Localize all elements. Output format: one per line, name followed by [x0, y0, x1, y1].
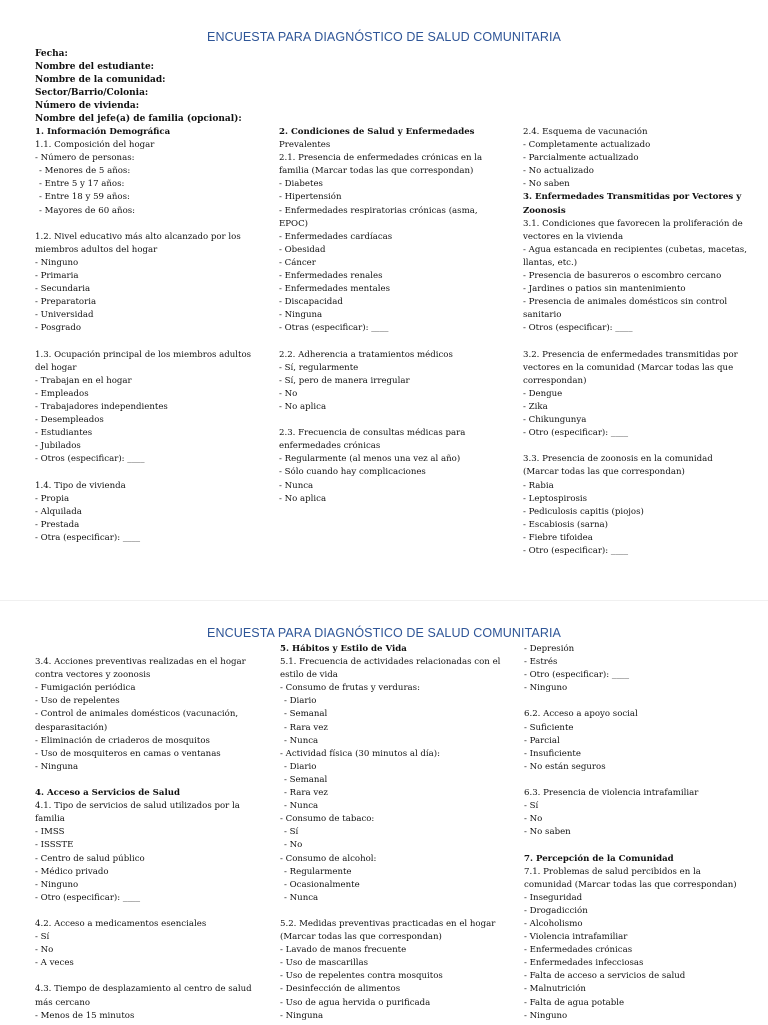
text-line: - Agua estancada en recipientes (cubetas, macetas, — [523, 244, 747, 255]
text-line: - Insuficiente — [524, 748, 581, 759]
text-line: - Nunca — [284, 892, 319, 903]
text-line: - Ocasionalmente — [284, 879, 360, 890]
text-line: (Marcar todas las que correspondan) — [523, 467, 685, 478]
text-line: - Ninguna — [280, 1010, 324, 1021]
text-line: 5.2. Medidas preventivas practicadas en el hogar — [280, 918, 496, 929]
text-line: comunidad (Marcar todas las que correspondan) — [524, 879, 737, 890]
text-line: - No actualizado — [523, 166, 594, 177]
text-line: - No están seguros — [524, 761, 606, 772]
text-line: - Obesidad — [279, 244, 326, 255]
text-line: - Leptospirosis — [523, 493, 588, 504]
text-line: - Zika — [523, 401, 548, 412]
spacer — [524, 774, 764, 787]
text-line: - No — [35, 945, 54, 956]
text-line: - Estrés — [524, 657, 558, 668]
text-line: - Rabia — [523, 480, 554, 491]
text-line: - Secundaria — [35, 284, 91, 295]
text-line: - Rara vez — [284, 788, 328, 799]
text-line: - IMSS — [35, 827, 65, 838]
text-line: - Preparatoria — [35, 297, 97, 308]
text-line: 3.2. Presencia de enfermedades transmitidas por — [523, 349, 738, 360]
section-heading: 1. Información Demográfica — [35, 127, 171, 137]
text-line: - Ninguno — [524, 1010, 568, 1021]
text-line: - Ninguno — [35, 879, 79, 890]
text-line: - Inseguridad — [524, 892, 583, 903]
text-line: - Prestada — [35, 519, 80, 530]
text-line: - Dengue — [523, 388, 563, 399]
text-line: miembros adultos del hogar — [35, 244, 158, 255]
text-line: - Malnutrición — [524, 984, 586, 995]
text-line: - Otro (especificar): ____ — [524, 670, 630, 681]
text-line: - No — [524, 814, 543, 825]
text-line: - Posgrado — [35, 323, 82, 334]
text-line: 4.2. Acceso a medicamentos esenciales — [35, 918, 207, 929]
text-line: 3.3. Presencia de zoonosis en la comunidad — [523, 454, 713, 465]
field-sector: Sector/Barrio/Colonia: — [35, 87, 149, 98]
text-line: 1.3. Ocupación principal de los miembros adultos — [35, 349, 252, 360]
text-line: del hogar — [35, 362, 77, 373]
text-line: - Consumo de alcohol: — [280, 853, 377, 864]
text-line: - Ninguno — [524, 683, 568, 694]
text-line: - Alcoholismo — [524, 918, 583, 929]
text-line: - Enfermedades cardíacas — [279, 231, 393, 242]
text-line: - Menores de 5 años: — [39, 166, 131, 177]
text-line: - Estudiantes — [35, 428, 93, 439]
text-line: - Uso de agua hervida o purificada — [280, 997, 431, 1008]
text-line: 2.1. Presencia de enfermedades crónicas en la — [279, 153, 483, 164]
text-line: 6.2. Acceso a apoyo social — [524, 709, 638, 720]
text-line: - Menos de 15 minutos — [35, 1010, 135, 1021]
text-line: 2.4. Esquema de vacunación — [523, 127, 648, 137]
text-line: - Fiebre tifoidea — [523, 532, 593, 543]
text-line: - Enfermedades mentales — [279, 284, 390, 295]
text-line: familia — [35, 814, 65, 825]
text-line: 6.3. Presencia de violencia intrafamiliar — [524, 788, 699, 799]
spacer — [35, 774, 265, 787]
text-line: - Sí, pero de manera irregular — [279, 375, 410, 386]
text-line: - Regularmente (al menos una vez al año) — [279, 454, 461, 465]
field-date: Fecha: — [35, 49, 68, 59]
section-heading: 2. Condiciones de Salud y Enfermedades — [279, 127, 475, 137]
text-line: (Marcar todas las que correspondan) — [280, 932, 442, 943]
spacer — [280, 905, 510, 918]
text-line: 4.1. Tipo de servicios de salud utilizados por la — [35, 801, 240, 812]
text-line: familia (Marcar todas las que correspondan) — [279, 166, 474, 177]
text-line: - Eliminación de criaderos de mosquitos — [35, 735, 210, 746]
column-middle — [280, 643, 510, 1023]
spacer — [279, 336, 509, 349]
text-line: 2.3. Frecuencia de consultas médicas para — [279, 428, 466, 439]
text-line: - Enfermedades crónicas — [524, 945, 633, 956]
text-line: - Universidad — [35, 310, 94, 321]
text-line: - Entre 5 y 17 años: — [39, 179, 125, 190]
text-line: - Enfermedades infecciosas — [524, 958, 644, 969]
text-line: - Depresión — [524, 644, 575, 654]
text-line: - Otros (especificar): ____ — [523, 323, 633, 334]
text-line: - Trabajadores independientes — [35, 401, 168, 412]
text-line: 1.2. Nivel educativo más alto alcanzado por los — [35, 231, 241, 242]
text-line: - Centro de salud público — [35, 853, 145, 864]
field-head-of-family: Nombre del jefe(a) de familia (opcional): — [35, 113, 242, 124]
spacer — [524, 839, 764, 852]
text-line: - Otros (especificar): ____ — [35, 454, 145, 465]
text-line: - Sí — [284, 827, 299, 838]
text-line: - Sí — [35, 932, 50, 943]
text-line: - Trabajan en el hogar — [35, 375, 132, 386]
spacer — [35, 643, 265, 656]
text-line: llantas, etc.) — [523, 257, 578, 268]
text-line: vectores en la vivienda — [523, 231, 624, 242]
text-line: - Lavado de manos frecuente — [280, 945, 407, 956]
header-fields — [35, 48, 242, 125]
text-line: - No aplica — [279, 401, 327, 412]
text-line: - No aplica — [279, 493, 327, 504]
text-line: estilo de vida — [280, 670, 338, 681]
text-line: - Fumigación periódica — [35, 683, 136, 694]
text-line: - Regularmente — [284, 866, 352, 877]
spacer — [35, 905, 265, 918]
text-line: - Consumo de tabaco: — [280, 814, 375, 825]
text-line: - Discapacidad — [279, 297, 343, 308]
spacer — [35, 466, 265, 479]
text-line: - Sí — [524, 801, 539, 812]
text-line: - Propia — [35, 493, 70, 504]
text-line: 2.2. Adherencia a tratamientos médicos — [279, 349, 453, 360]
text-line: - Falta de agua potable — [524, 997, 625, 1008]
spacer — [524, 695, 764, 708]
text-line: - Alquilada — [35, 506, 82, 517]
text-line: - Desempleados — [35, 415, 104, 426]
column-right — [523, 126, 763, 558]
text-line: - Presencia de basureros o escombro cercano — [523, 271, 722, 282]
text-line: Prevalentes — [279, 140, 331, 151]
text-line: - Otras (especificar): ____ — [279, 323, 389, 334]
text-line: - Número de personas: — [35, 153, 135, 164]
spacer — [523, 440, 763, 453]
spacer — [35, 970, 265, 983]
text-line: - A veces — [35, 958, 74, 969]
section-heading: 5. Hábitos y Estilo de Vida — [280, 644, 407, 654]
text-line: - Enfermedades respiratorias crónicas (asma, — [279, 205, 478, 216]
text-line: - Otro (especificar): ____ — [523, 428, 629, 439]
text-line: - Presencia de animales domésticos sin control — [523, 297, 728, 308]
text-line: - Chikungunya — [523, 415, 587, 426]
text-line: - Nunca — [284, 735, 319, 746]
column-middle — [279, 126, 509, 506]
text-line: 3.1. Condiciones que favorecen la proliferación de — [523, 218, 743, 229]
text-line: - Semanal — [284, 709, 328, 720]
text-line: - No saben — [524, 827, 571, 838]
text-line: - Otro (especificar): ____ — [523, 546, 629, 556]
text-line: - Nunca — [284, 801, 319, 812]
text-line: - Sí, regularmente — [279, 362, 359, 373]
document-page-2 — [0, 600, 768, 1025]
text-line: - Médico privado — [35, 866, 109, 877]
text-line: enfermedades crónicas — [279, 441, 381, 452]
page-title: ENCUESTA PARA DIAGNÓSTICO DE SALUD COMUNITARIA — [207, 30, 561, 44]
text-line: - Empleados — [35, 388, 89, 399]
text-line: - Diabetes — [279, 179, 323, 190]
text-line: - Jardines o patios sin mantenimiento — [523, 284, 686, 295]
text-line: desparasitación) — [35, 722, 108, 733]
text-line: - Ninguno — [35, 257, 79, 268]
text-line: - Cáncer — [279, 257, 316, 268]
text-line: contra vectores y zoonosis — [35, 670, 151, 681]
text-line: - Uso de mascarillas — [280, 958, 369, 969]
text-line: - Actividad física (30 minutos al día): — [280, 748, 441, 759]
text-line: - Desinfección de alimentos — [280, 984, 401, 995]
text-line: - Ninguna — [279, 310, 323, 321]
section-heading: Zoonosis — [523, 205, 566, 216]
spacer — [35, 218, 265, 231]
text-line: - Pediculosis capitis (piojos) — [523, 506, 644, 517]
field-student-name: Nombre del estudiante: — [35, 61, 155, 72]
text-line: - Suficiente — [524, 722, 574, 733]
text-line: - Consumo de frutas y verduras: — [280, 683, 420, 694]
text-line: - Uso de mosquiteros en camas o ventanas — [35, 748, 221, 759]
text-line: - Otro (especificar): ____ — [35, 892, 141, 903]
text-line: - No saben — [523, 179, 570, 190]
text-line: - Otra (especificar): ____ — [35, 532, 141, 543]
column-left — [35, 643, 265, 1023]
page-title: ENCUESTA PARA DIAGNÓSTICO DE SALUD COMUNITARIA — [207, 626, 561, 640]
text-line: 7.1. Problemas de salud percibidos en la — [524, 866, 701, 877]
text-line: - Semanal — [284, 774, 328, 785]
text-line: - Sólo cuando hay complicaciones — [279, 467, 426, 478]
text-line: - Falta de acceso a servicios de salud — [524, 971, 686, 982]
text-line: - Violencia intrafamiliar — [524, 932, 628, 943]
text-line: correspondan) — [523, 375, 587, 386]
text-line: EPOC) — [279, 218, 309, 229]
text-line: 1.4. Tipo de vivienda — [35, 480, 126, 491]
field-community-name: Nombre de la comunidad: — [35, 74, 166, 85]
field-house-number: Número de vivienda: — [35, 100, 140, 111]
spacer — [523, 336, 763, 349]
text-line: - Uso de repelentes — [35, 696, 120, 707]
text-line: - Primaria — [35, 271, 79, 282]
text-line: - Entre 18 y 59 años: — [39, 192, 130, 203]
column-left — [35, 126, 265, 545]
section-heading: 7. Percepción de la Comunidad — [524, 853, 674, 864]
text-line: - Jubilados — [35, 441, 81, 452]
text-line: - Ninguna — [35, 761, 79, 772]
text-line: - Parcialmente actualizado — [523, 153, 639, 164]
text-line: 4.3. Tiempo de desplazamiento al centro de salud — [35, 984, 252, 995]
text-line: más cercano — [35, 997, 91, 1008]
text-line: - Diario — [284, 696, 317, 707]
text-line: 5.1. Frecuencia de actividades relacionadas con el — [280, 657, 501, 668]
text-line: vectores en la comunidad (Marcar todas las que — [523, 362, 734, 373]
text-line: - Uso de repelentes contra mosquitos — [280, 971, 443, 982]
text-line: - No — [279, 388, 298, 399]
text-line: - Nunca — [279, 480, 314, 491]
spacer — [35, 336, 265, 349]
text-line: - Drogadicción — [524, 905, 588, 916]
text-line: - Completamente actualizado — [523, 140, 651, 151]
text-line: - Parcial — [524, 735, 560, 746]
column-right — [524, 643, 764, 1023]
text-line: - Diario — [284, 761, 317, 772]
text-line: - Hipertensión — [279, 192, 342, 203]
text-line: 3.4. Acciones preventivas realizadas en el hogar — [35, 657, 246, 668]
text-line: - Enfermedades renales — [279, 271, 383, 282]
text-line: - Escabiosis (sarna) — [523, 519, 608, 530]
text-line: - No — [284, 840, 303, 851]
section-heading: 3. Enfermedades Transmitidas por Vectores y — [523, 192, 742, 203]
text-line: - Rara vez — [284, 722, 328, 733]
section-heading: 4. Acceso a Servicios de Salud — [35, 788, 180, 799]
text-line: - ISSSTE — [35, 840, 74, 851]
spacer — [279, 414, 509, 427]
text-line: - Mayores de 60 años: — [39, 205, 136, 216]
text-line: sanitario — [523, 310, 562, 321]
text-line: 1.1. Composición del hogar — [35, 140, 155, 151]
text-line: - Control de animales domésticos (vacunación, — [35, 709, 239, 720]
